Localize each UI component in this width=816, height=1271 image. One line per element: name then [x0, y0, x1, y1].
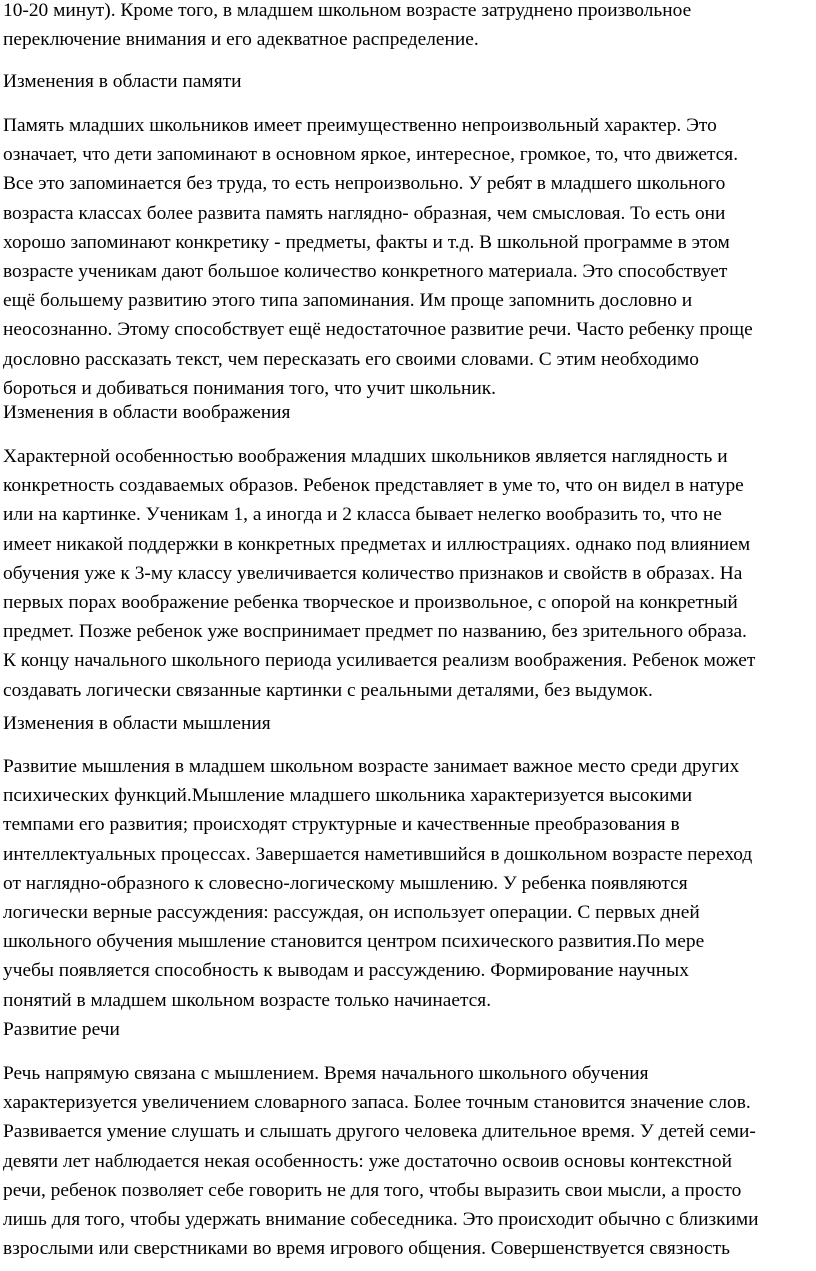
text-line: переключение внимания и его адекватное распределение.	[3, 29, 479, 51]
heading-text: Развитие речи	[3, 1019, 120, 1040]
text-line: обучения уже к 3-му классу увеличивается количество признаков и свойств в образах. На	[3, 562, 743, 584]
text-line: психических функций.Мышление младшего школьника характеризуется высокими	[3, 785, 693, 807]
section-heading-speech	[3, 1016, 816, 1044]
text-line: понятий в младшем школьном возрасте только начинается.	[3, 989, 492, 1011]
text-line: имеет никакой поддержки в конкретных предметах и иллюстрациях. однако под влиянием	[3, 533, 751, 555]
text-line: Речь напрямую связана с мышлением. Время начального школьного обучения	[3, 1063, 649, 1084]
text-line: школьного обучения мышление становится центром психического развития.По мере	[3, 931, 705, 953]
text-line: Все это запоминается без труда, то есть непроизвольно. У ребят в младшего школьного	[3, 173, 726, 195]
text-line: хорошо запоминают конкретику - предметы, факты и т.д. В школьной программе в этом	[3, 231, 730, 253]
paragraph-speech	[3, 1059, 816, 1263]
text-line: речи, ребенок позволяет себе говорить не для того, чтобы выразить свои мысли, а просто	[3, 1179, 742, 1201]
text-line: возраста классах более развита память наглядно- образная, чем смысловая. То есть они	[3, 202, 726, 224]
text-line: темпами его развития; происходят структурные и качественные преобразования в	[3, 814, 680, 836]
text-line: логически верные рассуждения: рассуждая, он использует операции. С первых дней	[3, 901, 700, 923]
heading-text: Изменения в области мышления	[3, 713, 271, 734]
text-line: учебы появляется способность к выводам и рассуждению. Формирование научных	[3, 960, 689, 982]
text-line: лишь для того, чтобы удержать внимание собеседника. Это происходит обычно с близкими	[3, 1208, 759, 1230]
text-line: бороться и добиваться понимания того, что учит школьник.	[3, 377, 496, 399]
text-line: 10-20 минут). Кроме того, в младшем школьном возрасте затруднено произвольное	[3, 0, 692, 21]
text-line: дословно рассказать текст, чем пересказать его своими словами. С этим необходимо	[3, 348, 699, 370]
paragraph-imagination	[3, 442, 816, 705]
text-line: конкретность создаваемых образов. Ребенок представляет в уме то, что он видел в натуре	[3, 475, 744, 497]
section-heading-thinking	[3, 710, 816, 738]
text-line: ещё большему развитию этого типа запоминания. Им проще запомнить дословно и	[3, 290, 693, 312]
text-line: Память младших школьников имеет преимущественно непроизвольный характер. Это	[3, 115, 717, 136]
text-line: Развитие мышления в младшем школьном возрасте занимает важное место среди других	[3, 756, 740, 777]
paragraph-thinking	[3, 752, 816, 1015]
section-heading-memory	[3, 68, 816, 96]
text-line: К концу начального школьного периода усиливается реализм воображения. Ребенок может	[3, 650, 756, 672]
text-line: Характерной особенностью воображения младших школьников является наглядность и	[3, 446, 728, 467]
paragraph-attention-end	[3, 0, 816, 54]
text-line: неосознанно. Этому способствует ещё недостаточное развитие речи. Часто ребенку проще	[3, 319, 753, 341]
text-line: означает, что дети запоминают в основном яркое, интересное, громкое, то, что движется.	[3, 144, 739, 166]
paragraph-memory	[3, 111, 816, 403]
text-line: создавать логически связанные картинки с реальными деталями, без выдумок.	[3, 679, 653, 701]
heading-text: Изменения в области памяти	[3, 71, 242, 92]
text-line: девяти лет наблюдается некая особенность: уже достаточно освоив основы контекстной	[3, 1150, 732, 1172]
text-line: от наглядно-образного к словесно-логическому мышлению. У ребенка появляются	[3, 872, 688, 894]
heading-text: Изменения в области воображения	[3, 402, 291, 423]
text-line: возрасте ученикам дают большое количество конкретного материала. Это способствует	[3, 260, 728, 282]
text-line: первых порах воображение ребенка творческое и произвольное, с опорой на конкретный	[3, 591, 738, 613]
text-line: Развивается умение слушать и слышать другого человека длительное время. У детей семи-	[3, 1121, 756, 1143]
section-heading-imagination	[3, 399, 816, 427]
text-line: характеризуется увеличением словарного запаса. Более точным становится значение слов.	[3, 1092, 751, 1114]
text-line: или на картинке. Ученикам 1, а иногда и 2 класса бывает нелегко вообразить то, что не	[3, 504, 722, 526]
text-line: взрослыми или сверстниками во время игрового общения. Совершенствуется связность	[3, 1238, 730, 1260]
text-line: интеллектуальных процессах. Завершается наметившийся в дошкольном возрасте переход	[3, 843, 753, 865]
text-line: предмет. Позже ребенок уже воспринимает предмет по названию, без зрительного образа.	[3, 621, 747, 643]
